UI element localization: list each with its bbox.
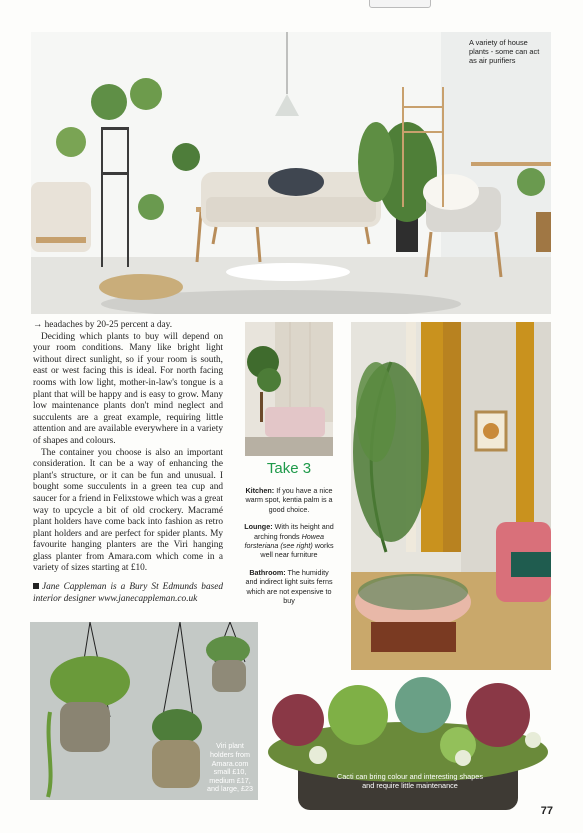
living-room-illustration [31, 32, 551, 314]
hero-living-room-image [31, 32, 551, 314]
article-paragraph: Deciding which plants to buy will depend on your room conditions. Many like bright light without direct sunlight, so if your room is south, east or west facing this is ideal. For north facing rooms with low light, mother-in-law's tongue is a plant that will be happy and is easy to grow. Many low maintenance plants don't mind neglect and succulents are a great example, requiring little attention and are available everywhere in a variety of shapes and colours. [33, 331, 223, 446]
author-byline [33, 582, 223, 605]
byline-text: Jane Cappleman is a Bury St Edmunds based interior designer www.janecappleman.co.uk [33, 582, 223, 604]
kentia-palm-image [245, 322, 333, 456]
top-tab [369, 0, 431, 8]
page-number: 77 [540, 805, 553, 817]
square-bullet-icon [33, 583, 39, 589]
article-paragraph: → headaches by 20-25 percent a day. [33, 320, 173, 330]
hanging-caption: Viri plant holders from Amara.com small £10, medium £17, and large, £23 [207, 741, 253, 794]
pink-chair-room-image [351, 322, 551, 690]
hanging-planters-image [30, 622, 258, 800]
take3-heading: Take 3 [266, 460, 312, 477]
take3-lounge: Lounge: With its height and arching fronds Howea forsteriana (see right) works well near furniture [244, 522, 334, 560]
take3-panel [244, 486, 334, 613]
take3-bathroom: Bathroom: The humidity and indirect light suits ferns which are not expensive to buy [245, 567, 333, 606]
hero-caption: A variety of house plants - some can act as air purifiers [469, 38, 540, 65]
article-paragraph: The container you choose is also an important consideration. It can be a way of enhancing the plant's structure, or it can be fun and unusual. I bought some succulents in a green tea cup and saucer for a friend in Felixstowe which was a great way to upcycle a bit of old crockery. Macramé plant holders have come back into fashion as retro plant holders and are perfect for spider plants. My favourite hanging planters are the Viri hanging glass planter from Amara.com which come in a variety of sizes starting at £10. [33, 447, 223, 574]
take3-kitchen: Kitchen: If you have a nice warm spot, kentia palm is a good choice. [245, 486, 333, 514]
cacti-caption: Cacti can bring colour and interesting shapes and require little maintenance [336, 772, 484, 790]
article-body [33, 320, 223, 605]
